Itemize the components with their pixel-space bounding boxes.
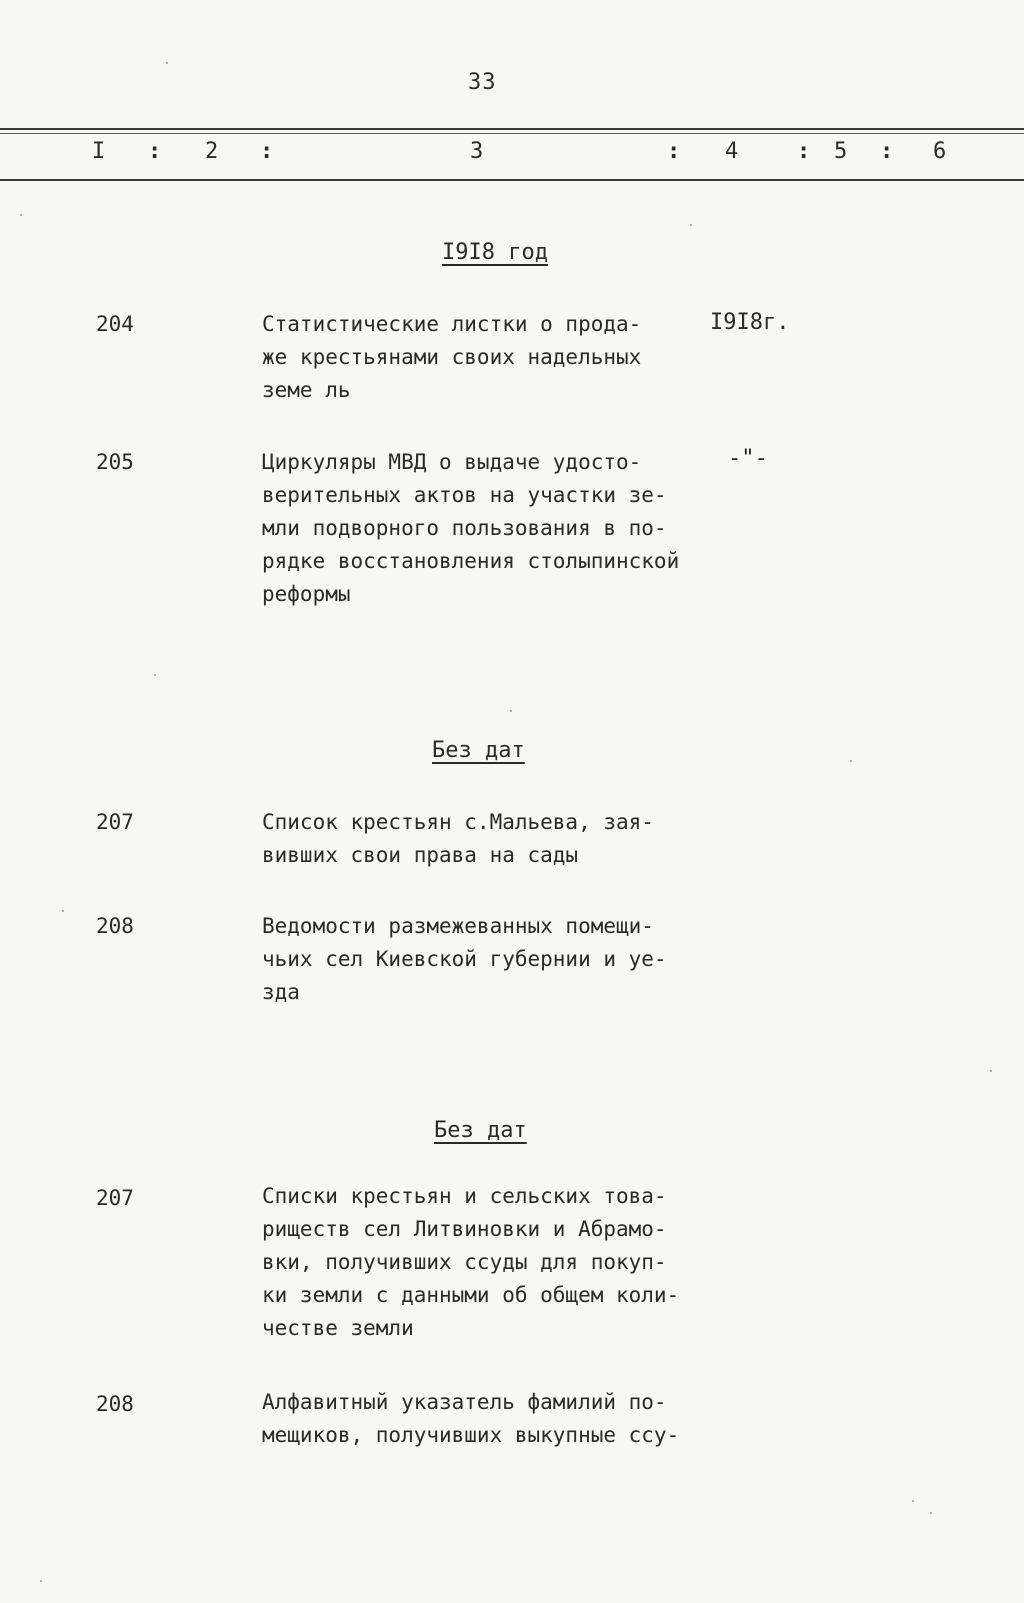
column-separator: : xyxy=(148,139,162,164)
entry-date: -"- xyxy=(728,446,768,471)
entry-description: Статистические листки о прода- же крестьянами своих надельных земе ль xyxy=(262,312,642,402)
entry-description: Список крестьян с.Мальева, зая- вивших свои права на сады xyxy=(262,810,654,867)
entry-number: 207 xyxy=(96,810,134,834)
header-bottom-rule xyxy=(0,179,1024,181)
column-3-label: 3 xyxy=(470,139,484,164)
column-4-label: 4 xyxy=(725,139,739,164)
column-separator: : xyxy=(880,139,894,164)
section-heading: I9I8 год xyxy=(442,240,548,265)
entry-number: 204 xyxy=(96,312,134,336)
entry-number: 205 xyxy=(96,450,134,474)
entry-description: Ведомости размежеванных помещи- чьих сел Киевской губернии и уе- зда xyxy=(262,914,667,1004)
column-separator: : xyxy=(797,139,811,164)
header-top-rule xyxy=(0,128,1024,130)
scan-speck xyxy=(62,910,64,912)
entry-number: 208 xyxy=(96,1392,134,1416)
column-separator: : xyxy=(667,139,681,164)
scan-speck xyxy=(510,710,512,712)
scan-speck xyxy=(912,1500,914,1502)
scan-speck xyxy=(154,674,156,676)
scan-speck xyxy=(990,1070,992,1072)
page-number: 33 xyxy=(468,70,497,95)
entry-number: 208 xyxy=(96,914,134,938)
entry-description: Списки крестьян и сельских това- риществ сел Литвиновки и Абрамо- вки, получивших ссуды для покуп- ки земли с данными об общем коли- честве земли xyxy=(262,1184,680,1340)
column-2-label: 2 xyxy=(205,139,219,164)
scan-speck xyxy=(166,62,168,64)
entry-number: 207 xyxy=(96,1186,134,1210)
column-6-label: 6 xyxy=(933,139,947,164)
entry-description: Алфавитный указатель фамилий по- мещиков, получивших выкупные ссу- xyxy=(262,1390,680,1447)
header-top-rule-thin xyxy=(0,133,1024,134)
entry-date: I9I8г. xyxy=(710,310,790,335)
column-5-label: 5 xyxy=(834,139,848,164)
section-heading: Без дат xyxy=(434,1118,527,1143)
entry-description: Циркуляры МВД о выдаче удосто- верительных актов на участки зе- мли подворного пользования в по- рядке восстановления столыпинской реформы xyxy=(262,450,680,606)
scan-speck xyxy=(850,760,852,762)
section-heading: Без дат xyxy=(432,738,525,763)
scan-speck xyxy=(20,214,22,216)
column-1-label: I xyxy=(92,139,106,164)
scan-speck xyxy=(690,224,692,226)
scan-speck xyxy=(930,1512,932,1514)
column-separator: : xyxy=(260,139,274,164)
scan-speck xyxy=(40,1580,42,1582)
